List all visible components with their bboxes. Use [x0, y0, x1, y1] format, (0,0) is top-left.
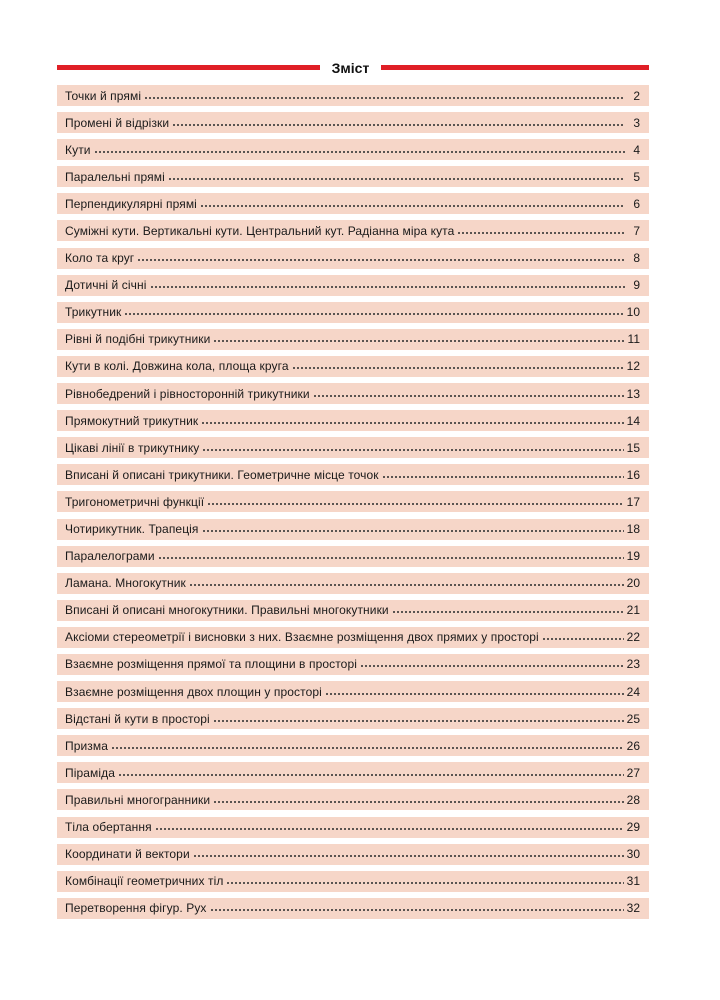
toc-entry[interactable] [57, 139, 649, 160]
toc-entry[interactable] [57, 871, 649, 892]
toc-entry-title: Дотичні й січні [65, 278, 147, 293]
dot-leader [202, 529, 624, 533]
toc-entry-page: 25 [626, 711, 640, 726]
toc-entry-page: 5 [633, 169, 640, 184]
dot-leader [172, 123, 625, 127]
toc-entry[interactable] [57, 627, 649, 648]
toc-entry-title: Паралельні прямі [65, 169, 165, 184]
toc-entry-title: Кути в колі. Довжина кола, площа круга [65, 359, 289, 374]
toc-entry-page: 28 [626, 792, 640, 807]
toc-entry[interactable] [57, 491, 649, 512]
toc-entry-page: 31 [626, 874, 640, 889]
toc-entry-title: Призма [65, 738, 109, 753]
dot-leader [213, 800, 623, 804]
toc-entry-page: 16 [626, 467, 640, 482]
toc-entry-page: 2 [633, 88, 640, 103]
header-bar-left [57, 65, 320, 70]
toc-entry[interactable] [57, 654, 649, 675]
toc-entry-title: Ламана. Многокутник [65, 576, 186, 591]
toc-entry[interactable] [57, 573, 649, 594]
toc-entry-page: 15 [626, 440, 640, 455]
toc-entry[interactable] [57, 383, 649, 404]
dot-leader [360, 664, 624, 668]
toc-entry[interactable] [57, 681, 649, 702]
toc-entry[interactable] [57, 356, 649, 377]
toc-entry-title: Піраміда [65, 765, 116, 780]
toc-entry-page: 18 [626, 522, 640, 536]
dot-leader [193, 854, 624, 858]
toc-entry-title: Координати й вектори [65, 847, 190, 862]
toc-entry-page: 19 [626, 549, 640, 564]
toc-entry[interactable] [57, 275, 649, 296]
dot-leader [207, 502, 623, 506]
dot-leader [168, 177, 625, 181]
toc-entry-title: Суміжні кути. Вертикальні кути. Центральний кут. Радіанна міра кута [65, 223, 455, 238]
toc-entry-page: 4 [633, 142, 640, 157]
table-of-contents [57, 85, 649, 925]
dot-leader [210, 908, 624, 912]
toc-entry-title: Рівні й подібні трикутники [65, 332, 211, 347]
toc-entry-title: Тіла обертання [65, 820, 152, 835]
toc-entry[interactable] [57, 112, 649, 133]
toc-entry-page: 22 [626, 630, 640, 645]
toc-entry[interactable] [57, 166, 649, 187]
toc-entry[interactable] [57, 600, 649, 621]
toc-entry-page: 7 [633, 223, 640, 238]
toc-entry-page: 11 [627, 332, 640, 347]
dot-leader [313, 394, 624, 398]
toc-entry-title: Відстані й кути в просторі [65, 711, 210, 726]
toc-entry[interactable] [57, 437, 649, 458]
toc-entry-title: Трикутник [65, 305, 122, 320]
toc-entry-title: Комбінації геометричних тіл [65, 874, 224, 889]
toc-entry-title: Взаємне розміщення прямої та площини в просторі [65, 657, 357, 672]
toc-entry-title: Точки й прямі [65, 88, 142, 103]
toc-entry-page: 26 [626, 738, 640, 753]
toc-entry-page: 29 [626, 820, 640, 835]
toc-entry-page: 12 [626, 359, 640, 374]
dot-leader [137, 258, 625, 262]
dot-leader [213, 339, 624, 343]
toc-entry-page: 32 [626, 901, 640, 916]
dot-leader [382, 475, 624, 479]
toc-entry-page: 23 [626, 657, 640, 672]
dot-leader [392, 610, 624, 614]
toc-entry-title: Прямокутний трикутник [65, 413, 199, 428]
toc-entry-page: 13 [626, 386, 640, 401]
dot-leader [189, 583, 624, 587]
toc-entry-title: Чотирикутник. Трапеція [65, 522, 199, 536]
dot-leader [158, 556, 624, 560]
toc-entry[interactable] [57, 844, 649, 865]
dot-leader [213, 719, 624, 723]
toc-entry-page: 21 [626, 603, 640, 618]
toc-entry-page: 24 [626, 684, 640, 699]
toc-entry[interactable] [57, 546, 649, 567]
toc-entry[interactable] [57, 898, 649, 919]
dot-leader [200, 204, 625, 208]
toc-entry-page: 14 [626, 413, 640, 428]
toc-entry-page: 9 [633, 278, 640, 293]
toc-header [57, 58, 649, 78]
toc-entry-title: Аксіоми стереометрії і висновки з них. Взаємне розміщення двох прямих у просторі [65, 630, 539, 645]
page-title: Зміст [331, 60, 370, 76]
toc-entry[interactable] [57, 789, 649, 810]
toc-entry[interactable] [57, 329, 649, 350]
toc-entry[interactable] [57, 464, 649, 485]
toc-entry[interactable] [57, 519, 649, 540]
toc-entry[interactable] [57, 302, 649, 323]
dot-leader [292, 366, 624, 370]
dot-leader [118, 773, 624, 777]
toc-entry[interactable] [57, 762, 649, 783]
toc-entry-title: Правильні многогранники [65, 792, 211, 807]
toc-entry-page: 20 [626, 576, 640, 591]
toc-entry-page: 3 [633, 115, 640, 130]
dot-leader [201, 421, 623, 425]
toc-entry-title: Рівнобедрений і рівносторонній трикутники [65, 386, 310, 401]
toc-entry-title: Промені й відрізки [65, 115, 170, 130]
toc-entry-title: Взаємне розміщення двох площин у просторі [65, 684, 322, 699]
toc-entry-title: Коло та круг [65, 251, 135, 266]
toc-entry-page: 30 [626, 847, 640, 862]
toc-entry-title: Вписані й описані трикутники. Геометричне місце точок [65, 467, 379, 482]
toc-entry[interactable] [57, 410, 649, 431]
toc-entry-title: Паралелограми [65, 549, 155, 564]
toc-entry[interactable] [57, 817, 649, 838]
toc-entry-title: Перетворення фігур. Рух [65, 901, 207, 916]
toc-entry-page: 10 [626, 305, 640, 320]
toc-entry[interactable] [57, 248, 649, 269]
toc-entry[interactable] [57, 220, 649, 241]
toc-entry-title: Кути [65, 142, 91, 157]
toc-entry-title: Перпендикулярні прямі [65, 196, 197, 211]
toc-entry[interactable] [57, 85, 649, 106]
dot-leader [226, 881, 623, 885]
toc-entry-title: Тригонометричні функції [65, 494, 205, 509]
dot-leader [144, 96, 625, 100]
toc-entry-title: Цікаві лінії в трикутнику [65, 440, 200, 455]
dot-leader [457, 231, 625, 235]
dot-leader [94, 150, 625, 154]
toc-entry[interactable] [57, 193, 649, 214]
toc-entry-page: 8 [633, 251, 640, 266]
header-bar-right [381, 65, 649, 70]
toc-entry[interactable] [57, 735, 649, 756]
toc-entry-page: 6 [633, 196, 640, 211]
dot-leader [155, 827, 624, 831]
dot-leader [325, 692, 624, 696]
dot-leader [542, 637, 624, 641]
dot-leader [111, 746, 624, 750]
toc-entry-page: 17 [626, 494, 640, 509]
dot-leader [124, 312, 623, 316]
toc-entry-title: Вписані й описані многокутники. Правильні многокутники [65, 603, 389, 618]
toc-entry[interactable] [57, 708, 649, 729]
dot-leader [150, 285, 626, 289]
toc-entry-page: 27 [626, 765, 640, 780]
dot-leader [202, 448, 623, 452]
